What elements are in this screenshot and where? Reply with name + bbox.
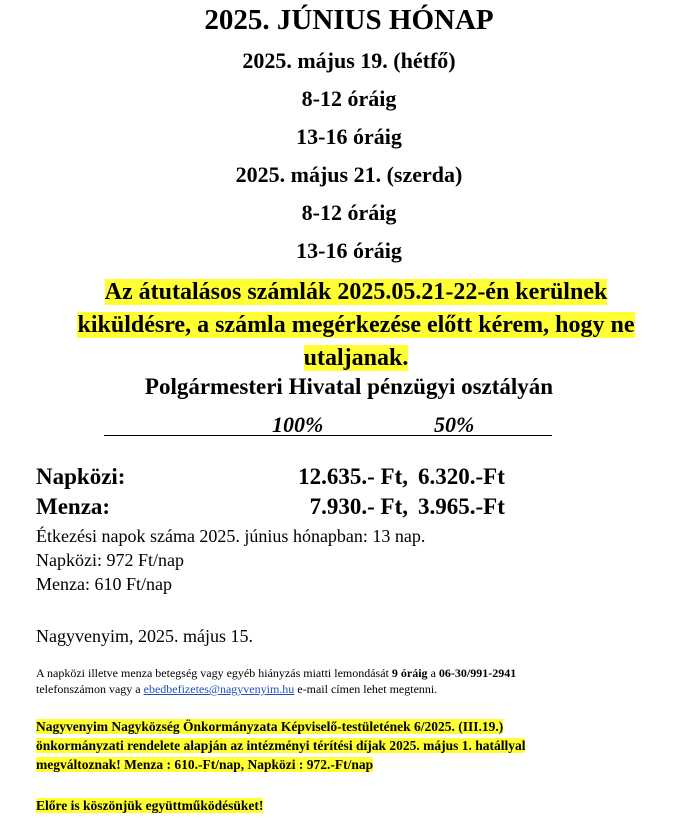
cancel-deadline: 9 óráig [391,666,428,680]
percent-header-full: 100% [272,412,324,437]
transfer-notice-line-1: Az átutalásos számlák 2025.05.21-22-én kerülnek [104,279,608,305]
decree-notice [36,717,672,774]
meal-days-info: Étkezési napok száma 2025. június hónapban: 13 nap. [36,526,426,546]
schedule-date-1: 2025. május 19. (hétfő) [242,48,456,73]
transfer-notice-line-3: utaljanak. [303,345,409,371]
decree-line-3: megváltoznak! Menza : 610.-Ft/nap, Napközi : 972.-Ft/nap [36,757,374,772]
thanks-text: Előre is köszönjük együttműködésüket! [36,798,264,813]
schedule-slot-morning-1: 8-12 óráig [301,86,397,111]
napkozi-daily-rate: Napközi: 972 Ft/nap [36,550,184,570]
place-and-date: Nagyvenyim, 2025. május 15. [36,626,253,646]
transfer-notice [36,276,676,375]
fee-half-napkozi: 6.320.-Ft [418,464,505,489]
transfer-notice-line-2: kiküldésre, a számla megérkezése előtt kérem, hogy ne [77,312,635,338]
decree-line-2: önkormányzati rendelete alapján az intézményi térítési díjak 2025. május 1. hatállyal [36,738,526,753]
page-title: 2025. JÚNIUS HÓNAP [204,4,494,36]
schedule-date-2: 2025. május 21. (szerda) [235,162,463,187]
cancel-text-after: e-mail címen lehet megtenni. [297,682,438,696]
schedule-slot-morning-2: 8-12 óráig [301,200,397,225]
fee-half-menza: 3.965.-Ft [418,494,505,519]
fee-label-menza: Menza: [36,494,111,519]
office-heading: Polgármesteri Hivatal pénzügyi osztályán [144,374,554,399]
fee-full-menza: 7.930.- Ft, [309,494,408,519]
cancel-email-link[interactable]: ebedbefizetes@nagyvenyim.hu [143,682,295,696]
schedule-slot-afternoon-2: 13-16 óráig [296,238,402,263]
menza-daily-rate: Menza: 610 Ft/nap [36,574,172,594]
cancellation-info [36,665,672,697]
cancel-text-line2: telefonszámon vagy a [36,682,141,696]
fee-full-napkozi: 12.635.- Ft, [298,464,408,489]
cancel-phone: 06-30/991-2941 [438,666,517,680]
schedule-slot-afternoon-1: 13-16 óráig [296,124,402,149]
fee-label-napkozi: Napközi: [36,464,126,489]
thanks-note [36,796,672,815]
cancel-text-before: A napközi illetve menza betegség vagy egyéb hiányzás miatti lemondását [36,666,389,680]
decree-line-1: Nagyvenyim Nagyközség Önkormányzata Képviselő-testületének 6/2025. (III.19.) [36,719,504,734]
percent-header-half: 50% [434,412,475,437]
cancel-text-mid: a [430,666,436,680]
header-rule [104,435,552,436]
